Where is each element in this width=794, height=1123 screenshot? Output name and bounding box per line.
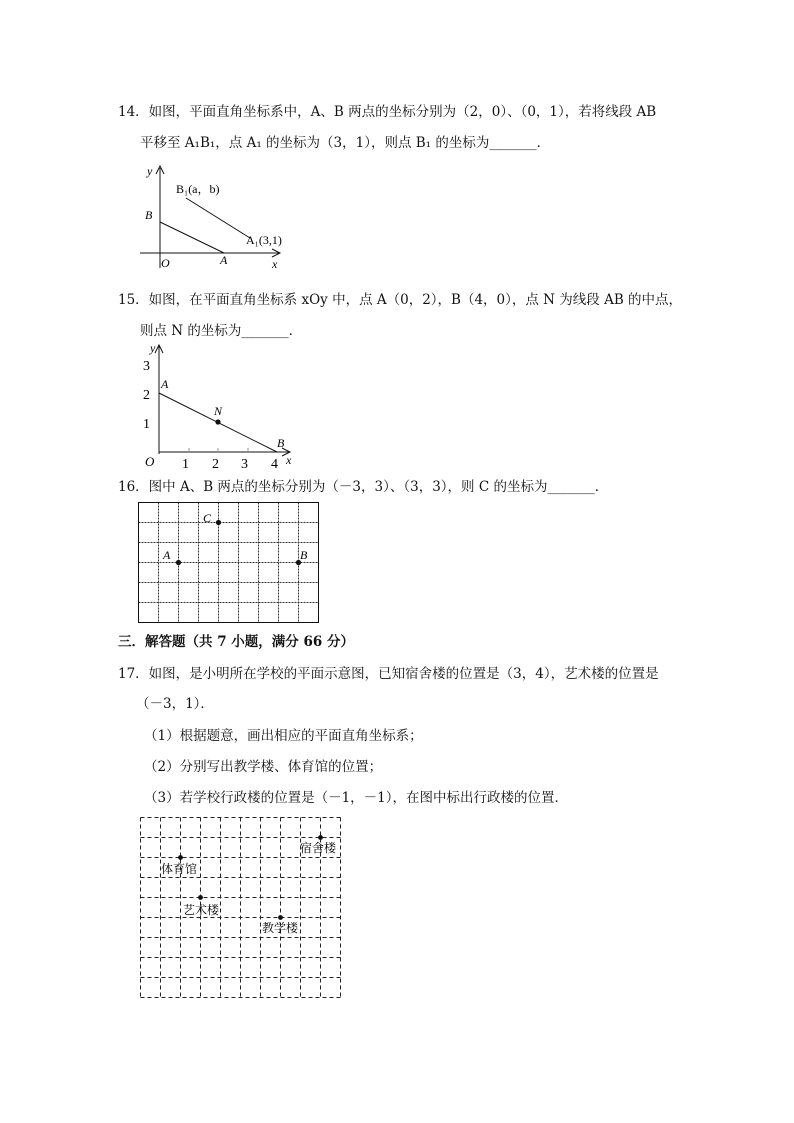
q14-point-a1-label: A₁(3,1) bbox=[246, 233, 282, 247]
q15-point-a-label: A bbox=[161, 377, 169, 391]
q15-x-tick-label: 2 bbox=[212, 457, 219, 472]
q15-origin-label: O bbox=[145, 454, 155, 469]
q17-art-label: 艺术楼 bbox=[183, 903, 220, 917]
q15-figure bbox=[132, 342, 302, 472]
q14-segment-ab bbox=[160, 222, 224, 253]
q15-y-label: y bbox=[150, 342, 156, 355]
q14-y-label: y bbox=[147, 164, 153, 178]
q14-text-line2: 平移至 A₁B₁，点 A₁ 的坐标为（3，1），则点 B₁ 的坐标为_______． bbox=[140, 135, 551, 151]
q14-figure bbox=[132, 160, 302, 275]
q15-point-n bbox=[215, 419, 220, 424]
q17-dorm-label: 宿舍楼 bbox=[300, 841, 337, 855]
q14-point-b1-label: B₁(a，b) bbox=[176, 182, 220, 196]
q16-grid-figure bbox=[136, 500, 322, 628]
q15-point-b-label: B bbox=[277, 436, 285, 450]
q14-point-a-label: A bbox=[220, 253, 228, 267]
q17-art-point bbox=[198, 895, 203, 900]
q17-subquestion-1: （1）根据题意，画出相应的平面直角坐标系； bbox=[144, 728, 423, 744]
q16-point-c bbox=[216, 520, 221, 525]
q16-point-a bbox=[176, 560, 181, 565]
q14-point-b-label: B bbox=[145, 208, 153, 222]
q15-text-line2: 则点 N 的坐标为_______． bbox=[140, 323, 303, 339]
q17-subquestion-2: （2）分别写出教学楼、体育馆的位置； bbox=[144, 759, 383, 775]
q17-subquestion-3: （3）若学校行政楼的位置是（－1，－1），在图中标出行政楼的位置． bbox=[144, 790, 569, 806]
q17-teaching-label: 教学楼 bbox=[262, 921, 299, 935]
q15-x-tick-label: 3 bbox=[241, 457, 248, 472]
q14-text-line1: 14．如图，平面直角坐标系中，A、B 两点的坐标分别为（2，0）、（0，1），若将线段 AB bbox=[118, 104, 657, 120]
q14-segment-a1b1 bbox=[186, 198, 250, 238]
q15-point-n-label: N bbox=[214, 404, 223, 418]
q16-grid bbox=[139, 503, 319, 623]
q16-point-a-label: A bbox=[163, 548, 171, 562]
q17-text-line1: 17．如图，是小明所在学校的平面示意图，已知宿舍楼的位置是（3，4），艺术楼的位置是 bbox=[118, 666, 659, 682]
section-title: 三．解答题（共 7 小题，满分 66 分） bbox=[118, 634, 354, 650]
q17-teaching-point bbox=[278, 915, 283, 920]
q17-campus-map bbox=[136, 815, 346, 1003]
q17-gym-point bbox=[178, 855, 183, 860]
q17-gym-label: 体育馆 bbox=[161, 862, 198, 876]
q16-point-c-label: C bbox=[203, 511, 212, 525]
q17-dorm-point bbox=[318, 835, 323, 840]
q15-x-tick-label: 1 bbox=[182, 457, 189, 472]
q14-x-label: x bbox=[272, 257, 278, 271]
q15-y-tick-label: 2 bbox=[143, 388, 150, 403]
q15-y-tick-label: 3 bbox=[143, 359, 150, 374]
q15-x-tick-label: 4 bbox=[271, 457, 278, 472]
q14-origin-label: O bbox=[161, 256, 170, 270]
q15-text-line1: 15．如图，在平面直角坐标系 xOy 中，点 A（0，2），B（4，0），点 N 为线段 AB 的中点， bbox=[118, 292, 683, 308]
q16-point-b-label: B bbox=[300, 548, 308, 562]
q15-x-label: x bbox=[286, 453, 292, 467]
q17-text-line2: （－3，1）． bbox=[136, 696, 214, 712]
q15-y-tick-label: 1 bbox=[143, 417, 150, 432]
q16-text-line1: 16．图中 A、B 两点的坐标分别为（－3，3）、（3，3），则 C 的坐标为_______． bbox=[118, 479, 609, 495]
